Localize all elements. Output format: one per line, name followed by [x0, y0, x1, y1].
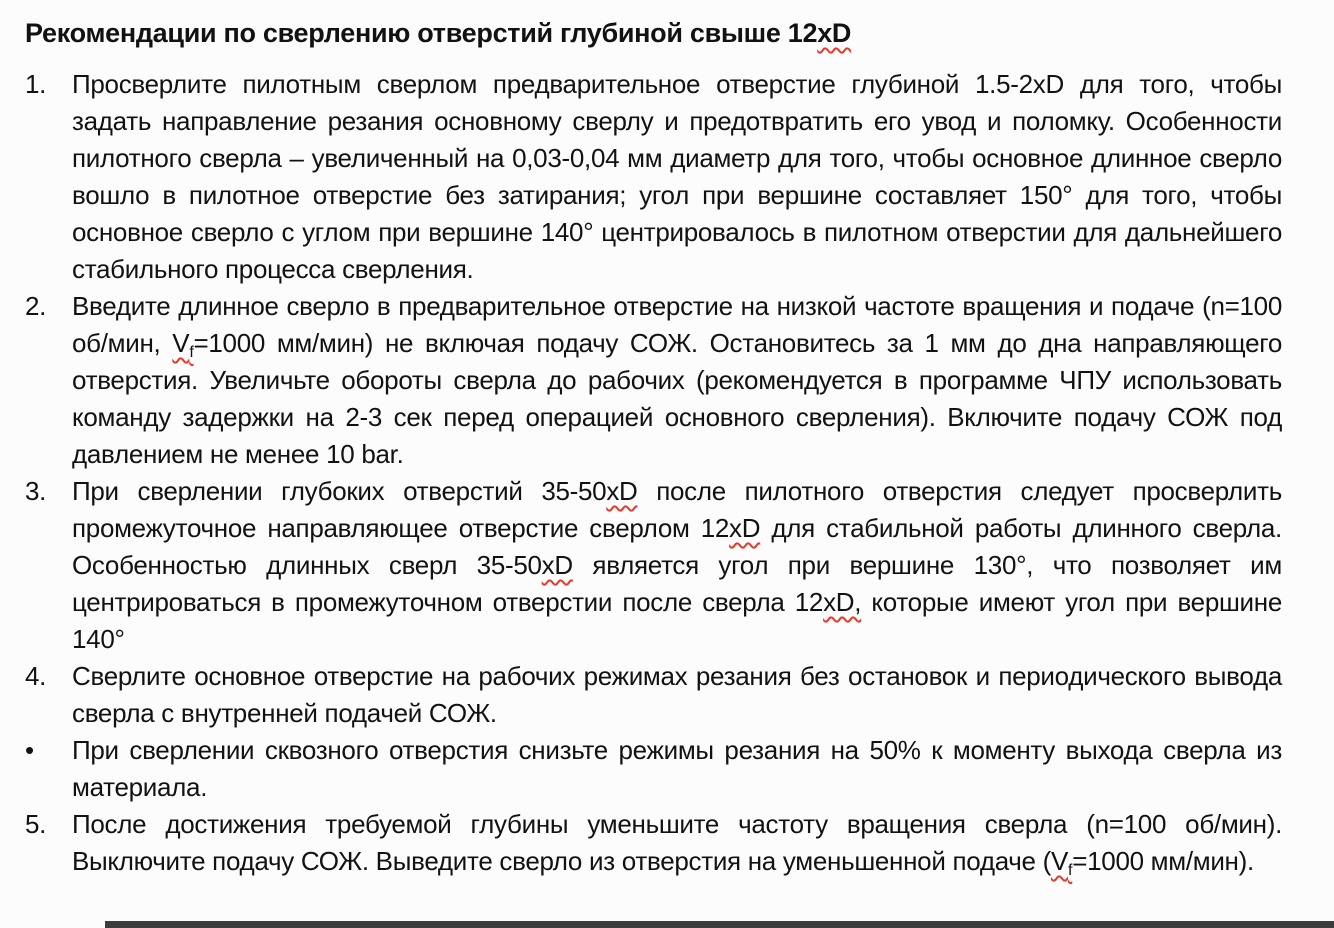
text-segment: При сверлении глубоких отверстий 35-50 [72, 476, 607, 506]
text-segment: Введите длинное сверло в предварительное отверстие на низкой частоте вращения и подаче (n=100 об/мин, [72, 291, 1282, 358]
text-segment: Сверлите основное отверстие на рабочих режимах резания без остановок и периодического вывода сверла с внутренней подачей СОЖ. [72, 661, 1282, 728]
list-item [25, 288, 1282, 473]
spellcheck-marked-text: xD [817, 18, 852, 48]
text-segment: после пилотного отверстия следует просверлить промежуточное направляющее отверстие сверлом 12 [72, 476, 1282, 543]
list-item [25, 473, 1282, 658]
text-segment: которые имеют угол при вершине 140° [72, 587, 1282, 654]
text-segment: После достижения требуемой глубины уменьшите частоту вращения сверла (n=100 об/мин). Выключите подачу СОЖ. Выведите сверло из отверстия на уменьшенной подаче ( [72, 809, 1282, 876]
spellcheck-marked-text: f [1068, 860, 1073, 879]
list-item-marker: 3. [25, 476, 47, 506]
text-segment: является угол при вершине 130°, что позволяет им центрироваться в промежуточном отверстии после сверла 12 [72, 550, 1282, 617]
list-item-text [72, 732, 1282, 806]
text-segment: =1000 мм/мин). [1072, 846, 1254, 876]
spellcheck-marked-text: xD, [823, 587, 862, 617]
bottom-edge-strip [105, 921, 1334, 928]
list-item-text [72, 288, 1282, 473]
text-segment: =1000 мм/мин) не включая подачу СОЖ. Остановитесь за 1 мм до дна направляющего отверстия. Увеличьте обороты сверла до рабочих (рекомендуется в программе ЧПУ использовать команду задержки на 2-3 сек перед операцией основного сверления). Включите подачу СОЖ под давлением не менее 10 bar. [72, 328, 1283, 469]
list-item-marker: 4. [25, 661, 47, 691]
list-item [25, 806, 1282, 880]
page-title [25, 16, 1282, 50]
list-item-marker: 2. [25, 291, 47, 321]
list-item [25, 658, 1282, 732]
list-item [25, 66, 1282, 288]
spellcheck-marked-text: xD [606, 476, 638, 506]
spellcheck-marked-text: V [172, 328, 190, 358]
list-item-text [72, 66, 1282, 288]
text-segment: При сверлении сквозного отверстия снизьте режимы резания на 50% к моменту выхода сверла из материала. [72, 735, 1282, 802]
list-item-marker: 5. [25, 809, 47, 839]
spellcheck-marked-text: xD [729, 513, 761, 543]
list-item [25, 732, 1282, 806]
list-item-text [72, 658, 1282, 732]
recommendations-list [25, 66, 1282, 880]
text-segment: Просверлите пилотным сверлом предварительное отверстие глубиной 1.5-2xD для того, чтобы задать направление резания основному сверлу и предотвратить его увод и поломку. Особенности пилотного сверла – увеличенный на 0,03-0,04 мм диаметр для того, чтобы основное длинное сверло вошло в пилотное отверстие без затирания; угол при вершине составляет 150° для того, чтобы основное сверло с углом при вершине 140° центрировалось в пилотном отверстии для дальнейшего стабильного процесса сверления. [72, 69, 1282, 284]
text-segment: для стабильной работы длинного сверла. Особенностью длинных сверл 35-50 [72, 513, 1282, 580]
list-item-marker: • [25, 735, 34, 765]
text-segment: Рекомендации по сверлению отверстий глубиной свыше 12 [25, 18, 818, 48]
list-item-text [72, 806, 1282, 880]
list-item-marker: 1. [25, 69, 47, 99]
spellcheck-marked-text: V [1051, 846, 1069, 876]
list-item-text [72, 473, 1282, 658]
spellcheck-marked-text: f [189, 342, 194, 361]
spellcheck-marked-text: xD [541, 550, 573, 580]
